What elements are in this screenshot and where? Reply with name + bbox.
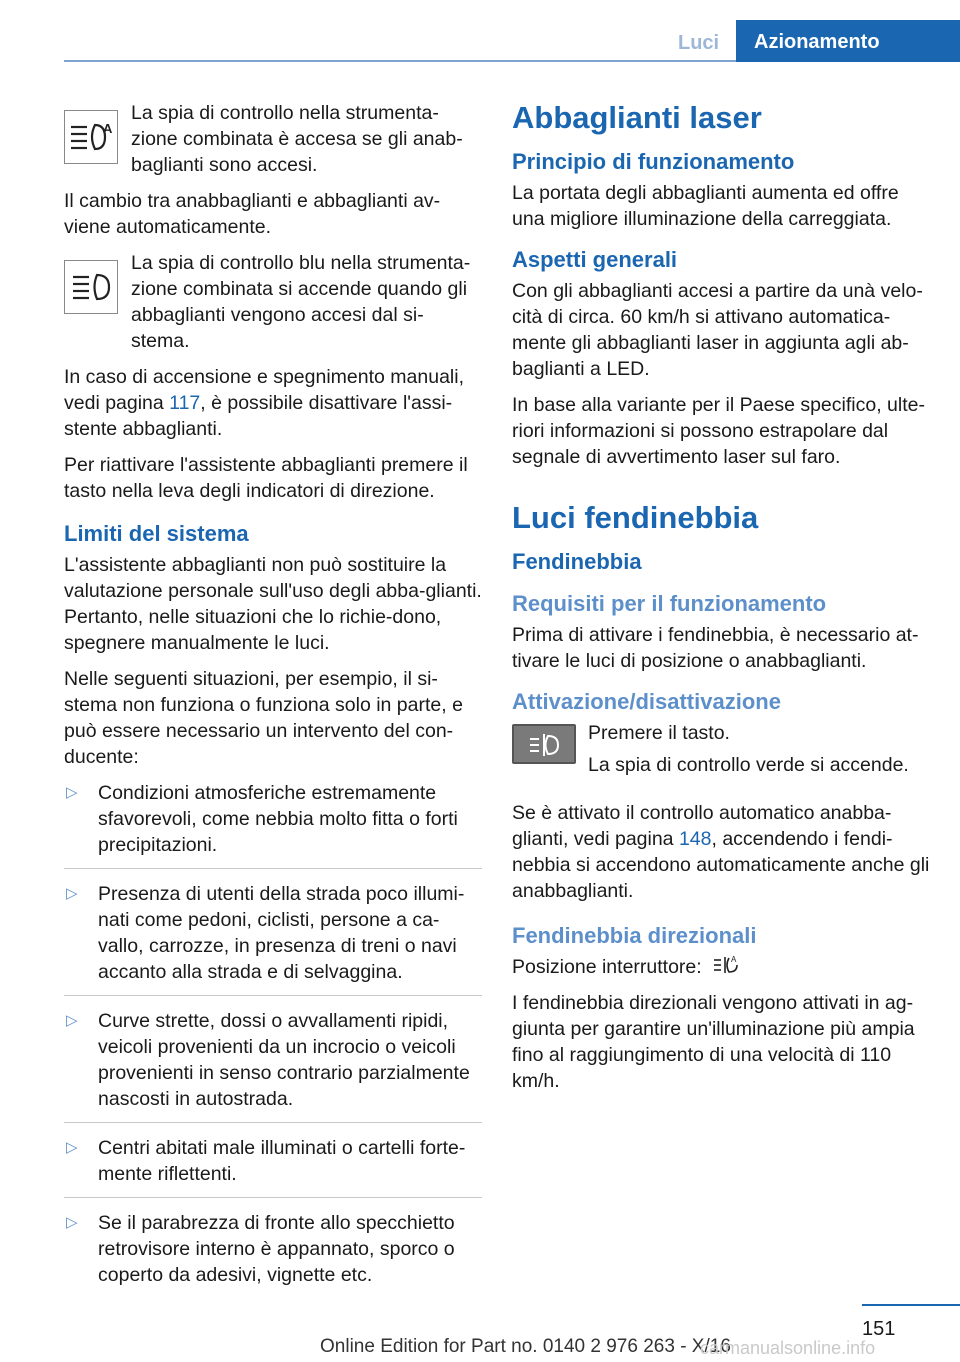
triangle-bullet-icon: ▷ — [66, 1214, 78, 1231]
paragraph: La spia di controllo blu nella strumenta-zione combinata si accende quando gli abbaglianti vengono accesi dal si-stema. — [131, 252, 471, 352]
subsection-heading: Fendinebbia direzionali — [512, 923, 757, 948]
paragraph: L'assistente abbaglianti non può sostituire la valutazione personale sull'uso degli abba-glianti. Pertanto, nelle situazioni che lo richie-dono, spegnere manualmente le luci. — [64, 554, 482, 654]
paragraph: I fendinebbia direzionali vengono attivati in ag-giunta per garantire un'illuminazione più ampia fino al raggiungimento di una velocità di 110 km/h. — [512, 992, 915, 1092]
list-item: ▷ Curve strette, dossi o avvallamenti ripidi, veicoli provenienti da un incrocio o veicoli provenienti in senso contrario parzialmente nascosti in autostrada. — [64, 1008, 482, 1123]
edition-footer: Online Edition for Part no. 0140 2 976 263 - X/16 — [320, 1336, 731, 1357]
fog-light-button-icon — [512, 724, 576, 764]
right-column — [512, 100, 932, 1104]
paragraph: Prima di attivare i fendinebbia, è necessario at-tivare le luci di posizione o anabbaglianti. — [512, 624, 919, 672]
paragraph: Per riattivare l'assistente abbaglianti premere il tasto nella leva degli indicatori di direzione. — [64, 454, 468, 502]
watermark: carmanualsonline.info — [700, 1338, 876, 1358]
svg-text:A: A — [103, 121, 113, 136]
page-number: 151 — [862, 1318, 896, 1340]
fog-light-button-row — [512, 720, 932, 792]
section-heading: Aspetti generali — [512, 247, 678, 272]
paragraph: La spia di controllo nella strumenta-zione combinata è accesa se gli anab-baglianti sono accesi. — [131, 102, 463, 176]
subsection-heading: Attivazione/disattivazione — [512, 689, 781, 714]
paragraph: Il cambio tra anabbaglianti e abbaglianti av-viene automaticamente. — [64, 190, 441, 238]
header-chapter-tab[interactable] — [736, 20, 960, 62]
section-heading: Fendinebbia — [512, 549, 642, 574]
paragraph: In caso di accensione e spegnimento manuali, vedi pagina 117, è possibile disattivare l'assi-stente abbaglianti. — [64, 366, 464, 440]
high-beam-assist-icon — [64, 110, 118, 164]
paragraph: La portata degli abbaglianti aumenta ed offre una migliore illuminazione della carreggiata. — [512, 182, 899, 230]
paragraph: Premere il tasto. — [588, 722, 730, 744]
auto-lowbeam-indicator-row — [64, 100, 482, 178]
section-title: Luci fendinebbia — [512, 500, 759, 535]
svg-text:A: A — [731, 955, 737, 964]
triangle-bullet-icon: ▷ — [66, 1012, 78, 1029]
paragraph: Posizione interruttore: A — [512, 954, 932, 980]
list-item: ▷ Presenza di utenti della strada poco illumi-nati come pedoni, ciclisti, persone a ca-vallo, carrozze, in presenza di treni o navi accanto alla strada e di selvaggina. — [64, 881, 482, 996]
page-link[interactable]: 148 — [678, 828, 712, 850]
high-beam-icon — [64, 260, 118, 314]
section-heading: Limiti del sistema — [64, 521, 249, 546]
paragraph: Se è attivato il controllo automatico anabba-glianti, vedi pagina 148, accendendo i fendi-nebbia si accendono automaticamente anche gli anabbaglianti. — [512, 802, 930, 902]
section-heading: Principio di funzionamento — [512, 149, 795, 174]
page-number-rule — [862, 1304, 960, 1306]
paragraph: In base alla variante per il Paese specifico, ulte-riori informazioni si possono estrapolare dal segnale di avvertimento laser sul faro. — [512, 394, 925, 468]
left-column — [64, 100, 482, 1310]
paragraph: Nelle seguenti situazioni, per esempio, il si-stema non funziona o funziona solo in parte, e può essere necessario un intervento del con-ducente: — [64, 668, 463, 768]
list-item: ▷ Se il parabrezza di fronte allo specchietto retrovisore interno è appannato, sporco o coperto da adesivi, vignette etc. — [66, 1212, 455, 1286]
triangle-bullet-icon: ▷ — [66, 885, 78, 902]
high-beam-indicator-row — [64, 250, 482, 354]
header-chapter-label: Azionamento — [754, 31, 880, 53]
subsection-heading: Requisiti per il funzionamento — [512, 591, 827, 616]
list-item: ▷ Centri abitati male illuminati o cartelli forte-mente riflettenti. — [64, 1135, 482, 1198]
page-link[interactable]: 117 — [169, 392, 201, 414]
header-section[interactable]: Luci — [678, 32, 720, 54]
triangle-bullet-icon: ▷ — [66, 784, 78, 801]
fog-light-switch-icon — [711, 954, 741, 976]
paragraph: La spia di controllo verde si accende. — [588, 754, 909, 776]
bullet-list — [64, 780, 482, 1298]
triangle-bullet-icon: ▷ — [66, 1139, 78, 1156]
section-title: Abbaglianti laser — [512, 100, 762, 135]
list-item: ▷ Condizioni atmosferiche estremamente sfavorevoli, come nebbia molto fitta o forti precipitazioni. — [64, 780, 482, 869]
paragraph: Con gli abbaglianti accesi a partire da unà velo-cità di circa. 60 km/h si attivano automatica-mente gli abbaglianti laser in aggiunta agli ab-baglianti a LED. — [512, 280, 923, 380]
